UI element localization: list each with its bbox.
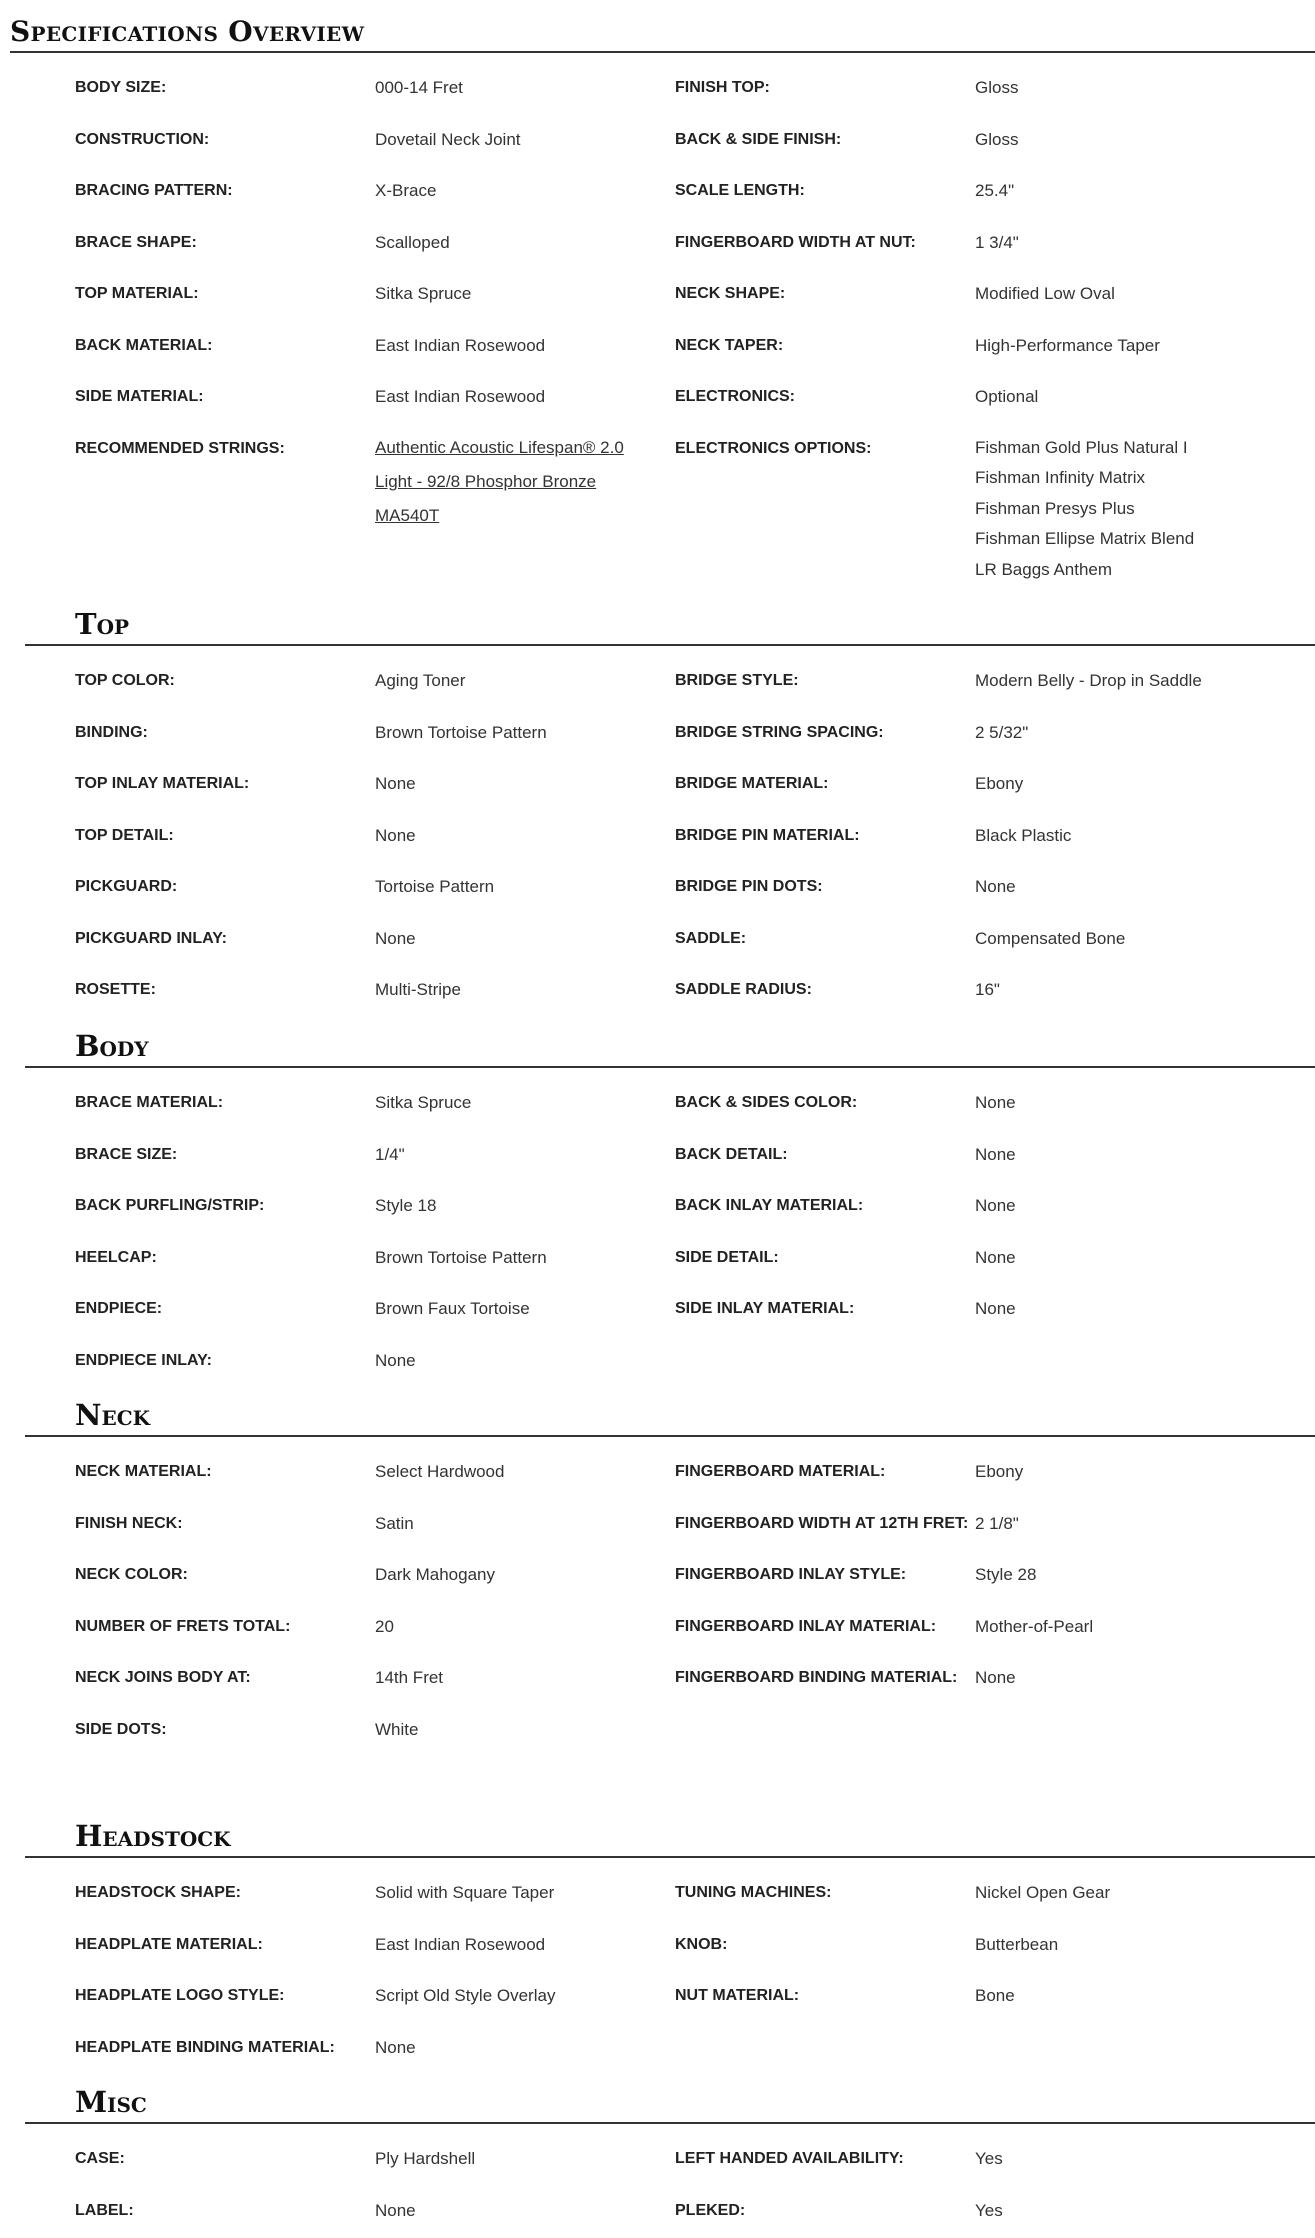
spec-label: SADDLE RADIUS: — [675, 981, 812, 998]
spec-label: BACK INLAY MATERIAL: — [675, 1197, 864, 1214]
spec-label: FINGERBOARD INLAY STYLE: — [675, 1566, 907, 1583]
spec-value: Satin — [375, 1513, 414, 1533]
section-divider-body — [25, 1066, 1315, 1068]
spec-label: HEADPLATE MATERIAL: — [75, 1935, 263, 1953]
spec-value: East Indian Rosewood — [375, 387, 546, 406]
spec-label: ROSETTE: — [75, 981, 156, 998]
spec-value: Scalloped — [375, 232, 450, 252]
spec-value: Bone — [975, 1986, 1015, 2005]
spec-label: HEADPLATE BINDING MATERIAL: — [75, 2038, 335, 2056]
spec-label: NUT MATERIAL: — [675, 1987, 800, 2004]
spec-label: BRIDGE MATERIAL: — [675, 775, 829, 792]
empty-cell — [975, 1335, 1300, 1387]
section-title-top: Top — [75, 607, 130, 641]
spec-label: ENDPIECE INLAY: — [75, 1351, 212, 1369]
section-title-body: Body — [75, 1029, 149, 1063]
spec-label: SIDE INLAY MATERIAL: — [675, 1300, 855, 1317]
spec-value: X-Brace — [375, 181, 437, 200]
spec-value: None — [375, 928, 416, 948]
spec-label: SCALE LENGTH: — [675, 182, 805, 199]
electronics-option: Fishman Presys Plus — [975, 498, 1135, 518]
spec-value: East Indian Rosewood — [375, 1934, 546, 1954]
spec-label: SIDE DETAIL: — [675, 1248, 779, 1266]
electronics-options-label: ELECTRONICS OPTIONS: — [675, 439, 872, 457]
electronics-option: Fishman Ellipse Matrix Blend — [975, 529, 1195, 548]
strings-link-line: Light - 92/8 Phosphor Bronze — [375, 471, 597, 491]
spec-label: FINGERBOARD BINDING MATERIAL: — [675, 1669, 958, 1686]
spec-value: Compensated Bone — [975, 928, 1126, 948]
spec-value: White — [375, 1719, 419, 1739]
spec-label: HEADSTOCK SHAPE: — [75, 1884, 241, 1901]
spec-value: 25.4" — [975, 181, 1015, 200]
spec-value: Brown Faux Tortoise — [375, 1299, 530, 1318]
spec-label: FINGERBOARD INLAY MATERIAL: — [675, 1617, 937, 1635]
spec-value: None — [375, 1350, 416, 1370]
section-divider-neck — [25, 1435, 1315, 1437]
spec-label: BRIDGE STRING SPACING: — [675, 723, 884, 741]
spec-label: TUNING MACHINES: — [675, 1884, 832, 1901]
electronics-options-list — [975, 423, 1300, 586]
headstock-specs — [75, 1867, 1300, 2073]
spec-value: Sitka Spruce — [375, 1093, 472, 1112]
spec-value: Ply Hardshell — [375, 2149, 476, 2168]
spec-value: Gloss — [975, 129, 1019, 149]
spec-value: Tortoise Pattern — [375, 877, 495, 896]
spec-label: BRIDGE PIN DOTS: — [675, 878, 823, 895]
spec-label: ELECTRONICS: — [675, 388, 795, 405]
section-divider-misc — [25, 2122, 1315, 2124]
spec-label: LEFT HANDED AVAILABILITY: — [675, 2150, 904, 2167]
spec-value: None — [975, 1668, 1016, 1687]
spec-label: KNOB: — [675, 1935, 728, 1953]
top-specs — [75, 655, 1300, 1016]
spec-value: Brown Tortoise Pattern — [375, 1247, 547, 1267]
empty-cell — [975, 1704, 1300, 1756]
spec-value: Modified Low Oval — [975, 284, 1115, 303]
spec-value: Solid with Square Taper — [375, 1883, 555, 1902]
spec-value: None — [975, 1093, 1016, 1112]
spec-value: None — [975, 1196, 1016, 1215]
spec-value: Ebony — [975, 1462, 1024, 1481]
spec-label: FINISH TOP: — [675, 79, 770, 96]
electronics-option: Fishman Gold Plus Natural I — [975, 437, 1188, 457]
spec-value: None — [375, 2037, 416, 2057]
spec-label: NECK SHAPE: — [675, 285, 786, 302]
spec-value: 16" — [975, 980, 1000, 999]
spec-value: None — [975, 1247, 1016, 1267]
spec-label: SIDE DOTS: — [75, 1720, 167, 1738]
strings-link-line: Authentic Acoustic Lifespan® 2.0 — [375, 437, 624, 457]
empty-cell — [675, 2022, 975, 2074]
spec-label: TOP INLAY MATERIAL: — [75, 775, 250, 792]
spec-value: None — [375, 774, 416, 793]
spec-label: BACK & SIDE FINISH: — [675, 130, 842, 148]
spec-value: Script Old Style Overlay — [375, 1986, 556, 2005]
page-title: Specifications Overview — [10, 15, 365, 48]
spec-value: Black Plastic — [975, 825, 1072, 845]
strings-link-line: MA540T — [375, 505, 440, 525]
section-title-headstock: Headstock — [75, 1819, 231, 1853]
spec-value: East Indian Rosewood — [375, 335, 546, 355]
spec-label: BRIDGE PIN MATERIAL: — [675, 826, 860, 844]
spec-label: BRIDGE STYLE: — [675, 672, 799, 689]
spec-value: 20 — [375, 1616, 394, 1636]
spec-value: 2 5/32" — [975, 722, 1029, 742]
spec-value: Yes — [975, 2149, 1003, 2168]
spec-label: TOP DETAIL: — [75, 826, 174, 844]
spec-value: 2 1/8" — [975, 1513, 1019, 1533]
spec-value: Optional — [975, 387, 1039, 406]
spec-value: Style 28 — [975, 1565, 1037, 1584]
spec-label: NUMBER OF FRETS TOTAL: — [75, 1617, 291, 1635]
spec-value: Dovetail Neck Joint — [375, 129, 521, 149]
spec-label: SADDLE: — [675, 929, 747, 947]
neck-specs — [75, 1446, 1300, 1755]
spec-value: High-Performance Taper — [975, 335, 1160, 355]
spec-value: Modern Belly - Drop in Saddle — [975, 671, 1202, 690]
spec-label: SIDE MATERIAL: — [75, 388, 204, 405]
spec-value: Ebony — [975, 774, 1024, 793]
spec-label: BRACE SHAPE: — [75, 233, 197, 251]
spec-value: None — [975, 1144, 1016, 1164]
spec-value: 1 3/4" — [975, 232, 1019, 252]
spec-label: TOP COLOR: — [75, 672, 175, 689]
spec-label: PICKGUARD INLAY: — [75, 929, 228, 947]
spec-label: FINISH NECK: — [75, 1514, 183, 1532]
spec-label: BRACING PATTERN: — [75, 182, 233, 199]
spec-value: 14th Fret — [375, 1668, 444, 1687]
spec-value: 1/4" — [375, 1144, 405, 1164]
spec-label: BACK MATERIAL: — [75, 336, 213, 354]
electronics-option: LR Baggs Anthem — [975, 559, 1113, 579]
spec-label: HEADPLATE LOGO STYLE: — [75, 1987, 285, 2004]
spec-label: FINGERBOARD MATERIAL: — [675, 1463, 886, 1480]
spec-value: Brown Tortoise Pattern — [375, 722, 547, 742]
spec-value: None — [975, 1299, 1016, 1318]
spec-label: BRACE MATERIAL: — [75, 1094, 224, 1111]
misc-specs — [75, 2133, 1300, 2236]
spec-label: PICKGUARD: — [75, 878, 178, 895]
spec-value: Select Hardwood — [375, 1462, 505, 1481]
empty-cell — [975, 2022, 1300, 2074]
spec-label: BODY SIZE: — [75, 79, 167, 96]
section-title-neck: Neck — [75, 1398, 151, 1432]
spec-value: Dark Mahogany — [375, 1565, 496, 1584]
spec-value: Yes — [975, 2200, 1003, 2220]
overview-specs — [75, 62, 1300, 585]
empty-cell — [675, 1335, 975, 1387]
spec-value: Style 18 — [375, 1196, 437, 1215]
spec-value: Nickel Open Gear — [975, 1883, 1111, 1902]
spec-label: HEELCAP: — [75, 1248, 157, 1266]
spec-value: Butterbean — [975, 1934, 1059, 1954]
spec-label: CONSTRUCTION: — [75, 130, 210, 148]
spec-label: BACK PURFLING/STRIP: — [75, 1197, 265, 1214]
spec-label: FINGERBOARD WIDTH AT NUT: — [675, 233, 916, 251]
spec-label: BACK DETAIL: — [675, 1145, 788, 1163]
spec-value: None — [375, 825, 416, 845]
section-divider-top — [25, 644, 1315, 646]
spec-label: LABEL: — [75, 2201, 134, 2219]
spec-label: BACK & SIDES COLOR: — [675, 1094, 858, 1111]
spec-value: Aging Toner — [375, 671, 466, 690]
recommended-strings-label: RECOMMENDED STRINGS: — [75, 439, 285, 457]
section-divider-headstock — [25, 1856, 1315, 1858]
electronics-option: Fishman Infinity Matrix — [975, 468, 1146, 487]
spec-value: Sitka Spruce — [375, 284, 472, 303]
empty-cell — [675, 1704, 975, 1756]
spec-value: Gloss — [975, 78, 1019, 97]
spec-label: NECK COLOR: — [75, 1566, 188, 1583]
spec-label: NECK TAPER: — [675, 336, 784, 354]
spec-label: BRACE SIZE: — [75, 1145, 178, 1163]
spec-label: ENDPIECE: — [75, 1300, 163, 1317]
spec-value: Multi-Stripe — [375, 980, 461, 999]
spec-label: BINDING: — [75, 723, 148, 741]
spec-value: Mother-of-Pearl — [975, 1616, 1094, 1636]
section-title-misc: Misc — [75, 2085, 147, 2119]
spec-label: NECK MATERIAL: — [75, 1463, 212, 1480]
spec-label: NECK JOINS BODY AT: — [75, 1669, 251, 1686]
recommended-strings-link[interactable] — [375, 438, 624, 525]
spec-value: None — [975, 877, 1016, 896]
title-divider — [10, 51, 1315, 53]
body-specs — [75, 1077, 1300, 1386]
spec-label: TOP MATERIAL: — [75, 285, 199, 302]
recommended-strings-value — [375, 423, 675, 586]
spec-label: FINGERBOARD WIDTH AT 12TH FRET: — [675, 1514, 969, 1532]
spec-value: 000-14 Fret — [375, 78, 463, 97]
spec-label: CASE: — [75, 2150, 125, 2167]
spec-value: None — [375, 2200, 416, 2220]
spec-label: PLEKED: — [675, 2201, 746, 2219]
